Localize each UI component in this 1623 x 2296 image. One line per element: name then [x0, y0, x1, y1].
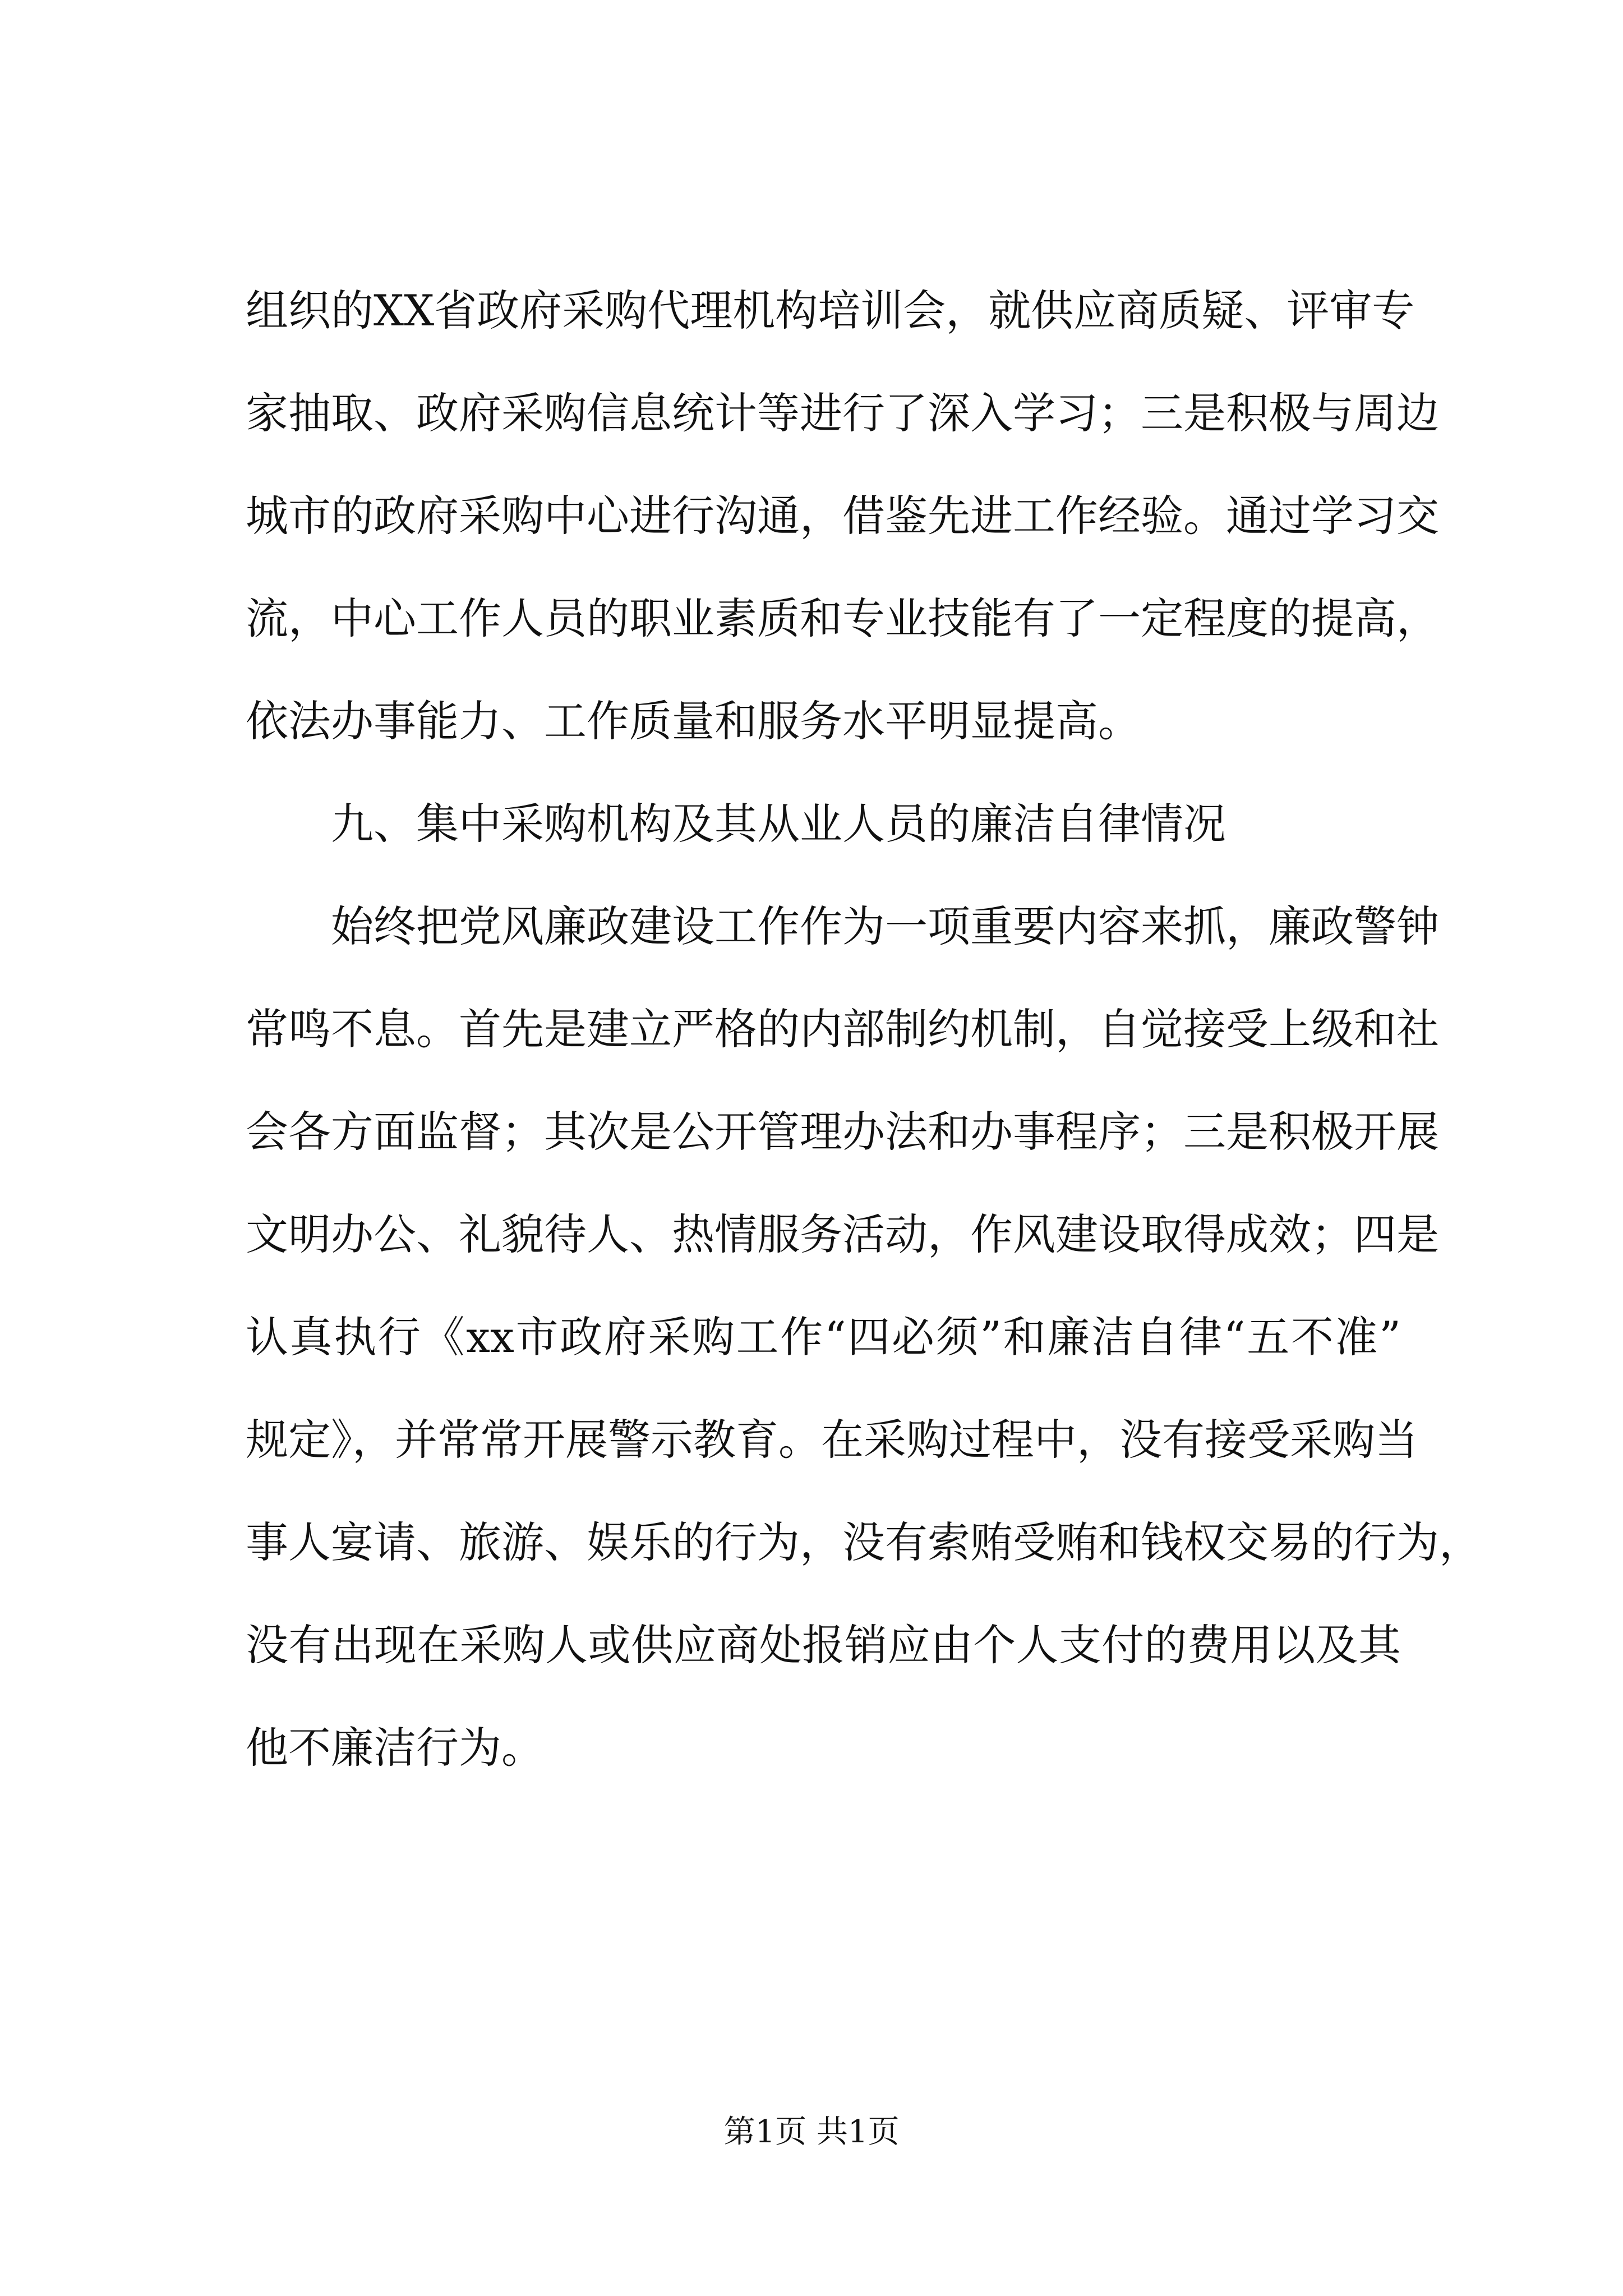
text-line: 家抽取、政府采购信息统计等进行了深入学习；三是积极与周边 [246, 388, 1439, 438]
text-line: 依法办事能力、工作质量和服务水平明显提高。 [246, 696, 1141, 746]
text-line: 认真执行《xx市政府采购工作“四必须”和廉洁自律“五不准” [246, 1312, 1401, 1362]
section-heading: 九、集中采购机构及其从业人员的廉洁自律情况 [331, 799, 1226, 849]
text-line: 事人宴请、旅游、娱乐的行为，没有索贿受贿和钱权交易的行为， [246, 1517, 1482, 1567]
text-line: 规定》，并常常开展警示教育。在采购过程中，没有接受采购当 [246, 1415, 1418, 1465]
text-line: 会各方面监督；其次是公开管理办法和办事程序；三是积极开展 [246, 1107, 1439, 1157]
text-line: 流，中心工作人员的职业素质和专业技能有了一定程度的提高， [246, 593, 1439, 643]
text-line: 他不廉洁行为。 [246, 1723, 544, 1773]
text-line: 城市的政府采购中心进行沟通，借鉴先进工作经验。通过学习交 [246, 491, 1439, 541]
text-line: 文明办公、礼貌待人、热情服务活动，作风建设取得成效；四是 [246, 1209, 1439, 1259]
document-body [246, 259, 1482, 1799]
text-line: 始终把党风廉政建设工作作为一项重要内容来抓，廉政警钟 [331, 901, 1439, 951]
text-line: 没有出现在采购人或供应商处报销应由个人支付的费用以及其 [246, 1620, 1401, 1670]
page-number: 第1页 共1页 [723, 2114, 900, 2150]
text-line: 常鸣不息。首先是建立严格的内部制约机制，自觉接受上级和社 [246, 1004, 1439, 1054]
text-line: 组织的XX省政府采购代理机构培训会，就供应商质疑、评审专 [246, 286, 1415, 335]
